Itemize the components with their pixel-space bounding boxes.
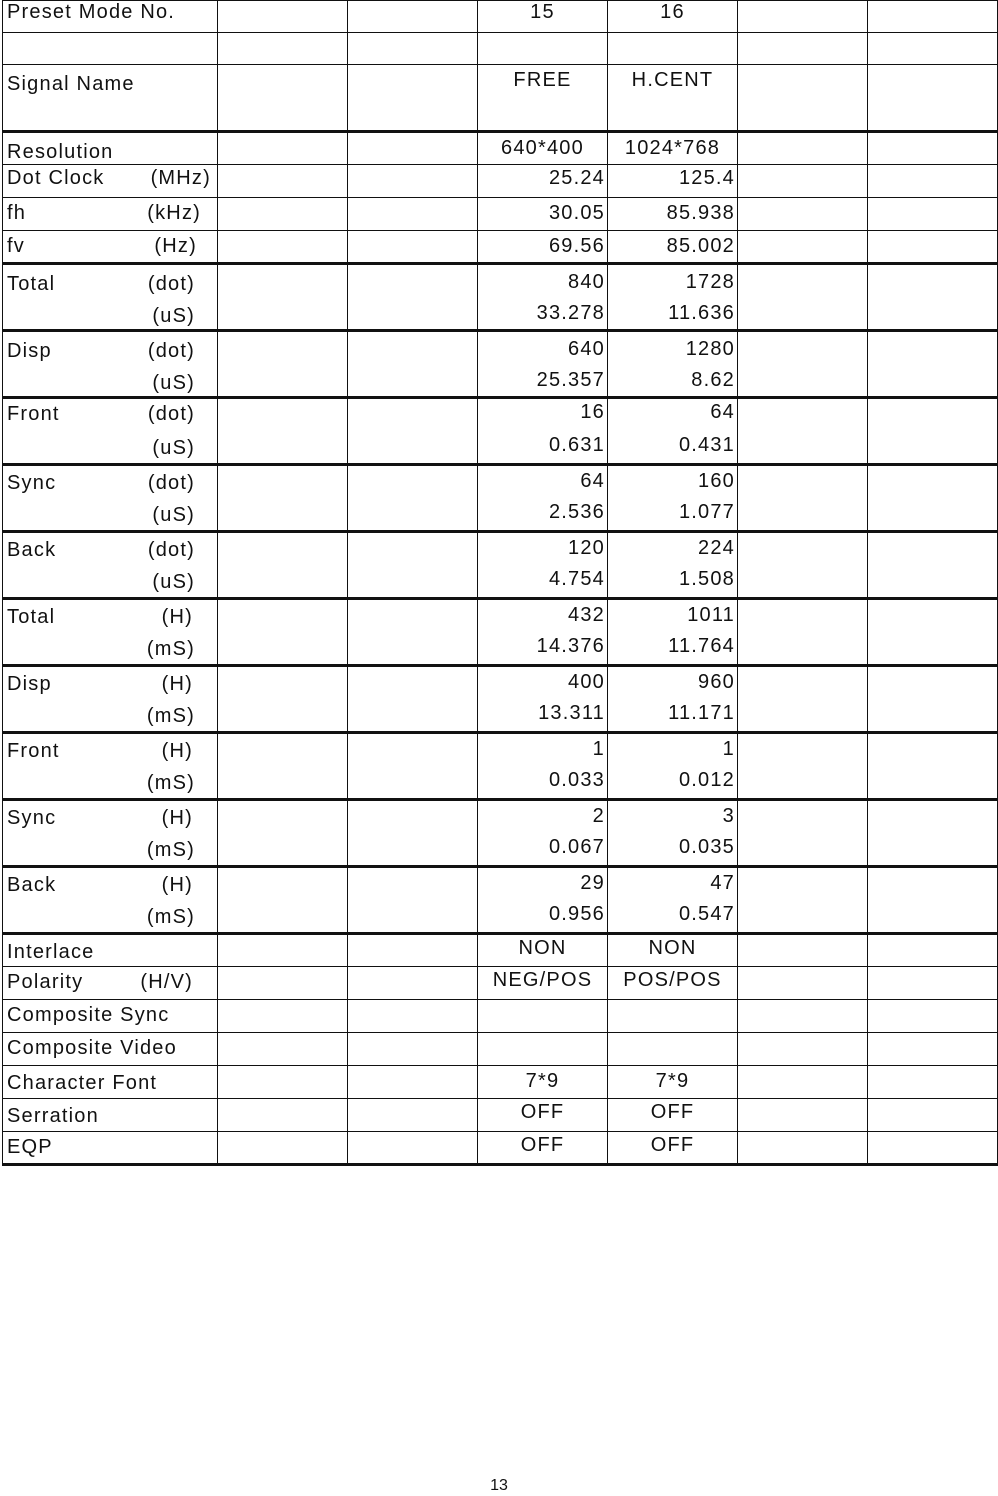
dot-clock-label: Dot Clock (MHz): [3, 165, 218, 198]
v-disp-label: Disp (H) (mS): [3, 666, 218, 733]
row-fv: [3, 231, 998, 264]
polarity-16: POS/POS: [608, 967, 738, 1000]
interlace-label: Interlace: [3, 934, 218, 967]
row-blank: [3, 33, 998, 65]
fh-15: 30.05: [478, 198, 608, 231]
polarity-label: Polarity (H/V): [3, 967, 218, 1000]
eqp-label: EQP: [3, 1132, 218, 1165]
v-total-16: 1011 11.764: [608, 599, 738, 666]
row-composite-video: [3, 1033, 998, 1066]
h-front-15: 16 0.631: [478, 398, 608, 465]
v-disp-16: 960 11.171: [608, 666, 738, 733]
dot-clock-15: 25.24: [478, 165, 608, 198]
polarity-15: NEG/POS: [478, 967, 608, 1000]
fv-16: 85.002: [608, 231, 738, 264]
h-disp-label: Disp (dot) (uS): [3, 331, 218, 398]
dot-clock-16: 125.4: [608, 165, 738, 198]
v-back-label: Back (H) (mS): [3, 867, 218, 934]
v-back-15: 29 0.956: [478, 867, 608, 934]
interlace-16: NON: [608, 934, 738, 967]
row-h-disp: [3, 331, 998, 398]
character-font-15: 7*9: [478, 1066, 608, 1099]
preset-mode-label: Preset Mode No.: [3, 1, 218, 33]
v-sync-label: Sync (H) (mS): [3, 800, 218, 867]
signal-free: FREE: [478, 65, 608, 132]
h-front-16: 64 0.431: [608, 398, 738, 465]
row-h-front: [3, 398, 998, 465]
v-front-16: 1 0.012: [608, 733, 738, 800]
row-v-back: [3, 867, 998, 934]
v-front-15: 1 0.033: [478, 733, 608, 800]
eqp-15: OFF: [478, 1132, 608, 1165]
h-disp-15: 640 25.357: [478, 331, 608, 398]
row-eqp: [3, 1132, 998, 1165]
interlace-15: NON: [478, 934, 608, 967]
serration-16: OFF: [608, 1099, 738, 1132]
row-fh: [3, 198, 998, 231]
v-sync-16: 3 0.035: [608, 800, 738, 867]
row-resolution: [3, 132, 998, 165]
fh-16: 85.938: [608, 198, 738, 231]
v-total-15: 432 14.376: [478, 599, 608, 666]
resolution-16: 1024*768: [608, 132, 738, 165]
fv-label: fv (Hz): [3, 231, 218, 264]
v-sync-15: 2 0.067: [478, 800, 608, 867]
row-v-sync: [3, 800, 998, 867]
h-back-15: 120 4.754: [478, 532, 608, 599]
signal-hcent: H.CENT: [608, 65, 738, 132]
h-back-label: Back (dot) (uS): [3, 532, 218, 599]
h-sync-16: 160 1.077: [608, 465, 738, 532]
timing-table: [2, 0, 998, 1166]
eqp-16: OFF: [608, 1132, 738, 1165]
v-disp-15: 400 13.311: [478, 666, 608, 733]
page-number: 13: [490, 1477, 508, 1494]
row-h-sync: [3, 465, 998, 532]
row-v-disp: [3, 666, 998, 733]
mode-16: 16: [608, 1, 738, 33]
h-total-15: 840 33.278: [478, 264, 608, 331]
character-font-label: Character Font: [3, 1066, 218, 1099]
row-preset-mode: [3, 1, 998, 33]
composite-sync-label: Composite Sync: [3, 1000, 218, 1033]
signal-name-label: Signal Name: [3, 65, 218, 132]
resolution-15: 640*400: [478, 132, 608, 165]
row-dot-clock: [3, 165, 998, 198]
row-signal-name: [3, 65, 998, 132]
v-back-16: 47 0.547: [608, 867, 738, 934]
h-back-16: 224 1.508: [608, 532, 738, 599]
h-total-label: Total (dot) (uS): [3, 264, 218, 331]
h-sync-15: 64 2.536: [478, 465, 608, 532]
h-disp-16: 1280 8.62: [608, 331, 738, 398]
row-serration: [3, 1099, 998, 1132]
serration-label: Serration: [3, 1099, 218, 1132]
row-character-font: [3, 1066, 998, 1099]
row-composite-sync: [3, 1000, 998, 1033]
v-front-label: Front (H) (mS): [3, 733, 218, 800]
fh-label: fh (kHz): [3, 198, 218, 231]
h-total-16: 1728 11.636: [608, 264, 738, 331]
row-h-total: [3, 264, 998, 331]
resolution-label: Resolution: [3, 132, 218, 165]
row-polarity: [3, 967, 998, 1000]
h-sync-label: Sync (dot) (uS): [3, 465, 218, 532]
row-interlace: [3, 934, 998, 967]
mode-15: 15: [478, 1, 608, 33]
fv-15: 69.56: [478, 231, 608, 264]
v-total-label: Total (H) (mS): [3, 599, 218, 666]
row-v-front: [3, 733, 998, 800]
row-h-back: [3, 532, 998, 599]
h-front-label: Front (dot) (uS): [3, 398, 218, 465]
character-font-16: 7*9: [608, 1066, 738, 1099]
serration-15: OFF: [478, 1099, 608, 1132]
row-v-total: [3, 599, 998, 666]
composite-video-label: Composite Video: [3, 1033, 218, 1066]
